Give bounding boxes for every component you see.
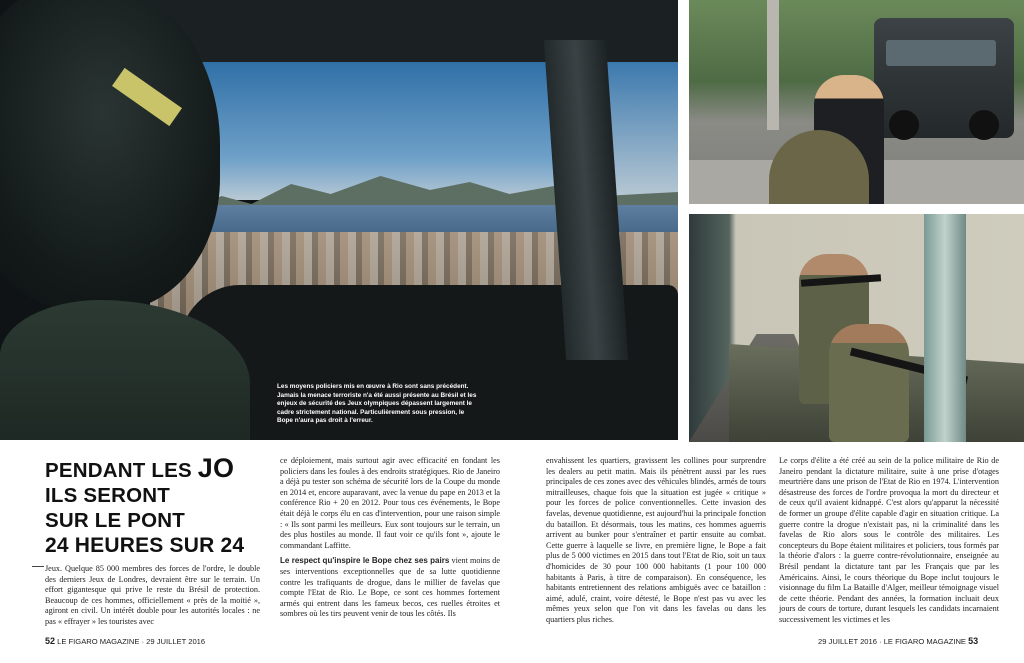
headline-line3: SUR LE PONT [45, 509, 186, 532]
armored-vehicle-photo [689, 0, 1024, 204]
body-text: ce déploiement, mais surtout agir avec efficacité en fondant les policiers dans les foules à des endroits stratégiques. Rio de Janeiro a déjà pu tester son schéma de sécurité lors de la Coupe du monde en 2014 et, encore auparavant, avec la venue du pape en 2013 et la conférence Rio + 20 en 2012. Pour tous ces événements, le Bope était déjà le corps élu en cas d'intervention, pour une raison simple : « Ils sont parmi les meilleurs. Eux sont toujours sur le terrain, un des plus hostiles au monde. Il faut voir ce qu'ils font », ajoute le commandant Laffitte. [280, 456, 500, 550]
photo-caption: Les moyens policiers mis en œuvre à Rio sont sans précédent. Jamais la menace terroriste n'a été aussi présente au Brésil et les enjeux de sécurité des Jeux olympiques dépassent largement le cadre strictement national. Particulièrement sous pression, le Bope n'aura pas droit à l'erreur. [277, 383, 477, 425]
folio-left-text: LE FIGARO MAGAZINE · 29 JUILLET 2016 [57, 637, 206, 646]
headline-line4: 24 HEURES SUR 24 [45, 534, 245, 557]
helicopter-photo [0, 0, 678, 440]
favela-street-photo [689, 214, 1024, 442]
folio-right [818, 636, 978, 646]
body-paragraph [280, 556, 500, 620]
body-text: Le corps d'élite a été créé au sein de la police militaire de Rio de Janeiro pendant la dictature militaire, suite à une prise d'otages meurtrière dans une prison de l'Etat de Rio en 1974. L'intervention désastreuse des forces de l'ordre provoqua la mort du directeur et de ceux qu'il avaient kidnappé. C'est alors qu'apparut la nécessité de former un groupe d'élite capable d'agir en situation critique. La guerre contre la drogue n'existait pas, ni la criminalité dans les favelas de Rio alors sous le contrôle des militaires. Les concepteurs du Bope étaient militaires et policiers, tous formés par la théorie d'alors : la guerre contre-révolutionnaire, enseignée au Brésil pendant la dictature tant par les Français que par les Américains. Ainsi, le cours théorique du Bope inclut toujours le visionnage du film La Bataille d'Alger, meilleur témoignage visuel de cette théorie. Pendant des années, la formation incluait deux jours de cours de torture, durant lesquels les candidats incarnaient successivement les victimes et les [779, 456, 999, 624]
body-text: Jeux. Quelque 85 000 membres des forces de l'ordre, le double des derniers Jeux de Londres, devraient être sur le terrain. Un effort gigantesque qui prive le reste du Brésil de protection. Beaucoup de ces hommes, officiellement « près de la moitié », agiront en civil. Un intérêt double pour les autorités locales : ne pas « effrayer » les touristes avec [45, 564, 260, 626]
paragraph-marker [32, 566, 44, 567]
body-column-1 [45, 564, 260, 633]
body-column-3 [546, 456, 766, 631]
folio-right-text: 29 JUILLET 2016 · LE FIGARO MAGAZINE [818, 637, 966, 646]
folio-left [45, 636, 205, 646]
body-column-4 [779, 456, 999, 631]
headline-jo: JO [197, 453, 235, 483]
headline-line1: PENDANT LES [45, 459, 198, 482]
body-text: envahissent les quartiers, gravissent les collines pour surprendre les dealers au petit matin. Mais ils pénètrent aussi par les rues principales de ces zones avec des véhicules blindés, armés de tours mitrailleuses, chaque fois que la situation est jugée « critique » pour les forces de police conventionnelles. Cette invasion des favelas, devenue quotidienne, est aujourd'hui la principale fonction du bataillon. Et désormais, tous les matins, ces hommes aguerris arrivent au bunker pour s'entraîner et partir ensuite au combat. Cette guerre à laquelle se livre, en première ligne, le Bope a fait plus de 5 000 victimes en 2015 dans tout l'Etat de Rio, soit un taux d'homicides de 30 pour 100 000 habitants (1 pour 100 000 habitants à Paris, à titre de comparaison). En conséquence, les habitants entretiennent des relations ambiguës avec ce bataillon : aimé, adulé, craint, voire détesté, le Bope n'est pas vu avec les mêmes yeux selon que l'on vit dans les favelas ou dans les quartiers plus riches. [546, 456, 766, 624]
page-number-right: 53 [968, 636, 979, 646]
lead-in: Le respect qu'inspire le Bope chez ses pairs [280, 556, 450, 566]
body-column-2 [280, 456, 500, 625]
headline-line2: ILS SERONT [45, 484, 171, 507]
page-number-left: 52 [45, 636, 56, 646]
article-headline [45, 453, 260, 558]
body-text: vient moins de ses interventions exceptionnelles que de sa lutte quotidienne contre les trafiquants de drogue, dans le millier de favelas que compte l'Etat de Rio. Le Bope, ce sont ces hommes fortement armés qui entrent dans les fameux becos, ces ruelles étroites et sombres où les tirs peuvent venir de tous les côtés. Ils [280, 556, 501, 619]
